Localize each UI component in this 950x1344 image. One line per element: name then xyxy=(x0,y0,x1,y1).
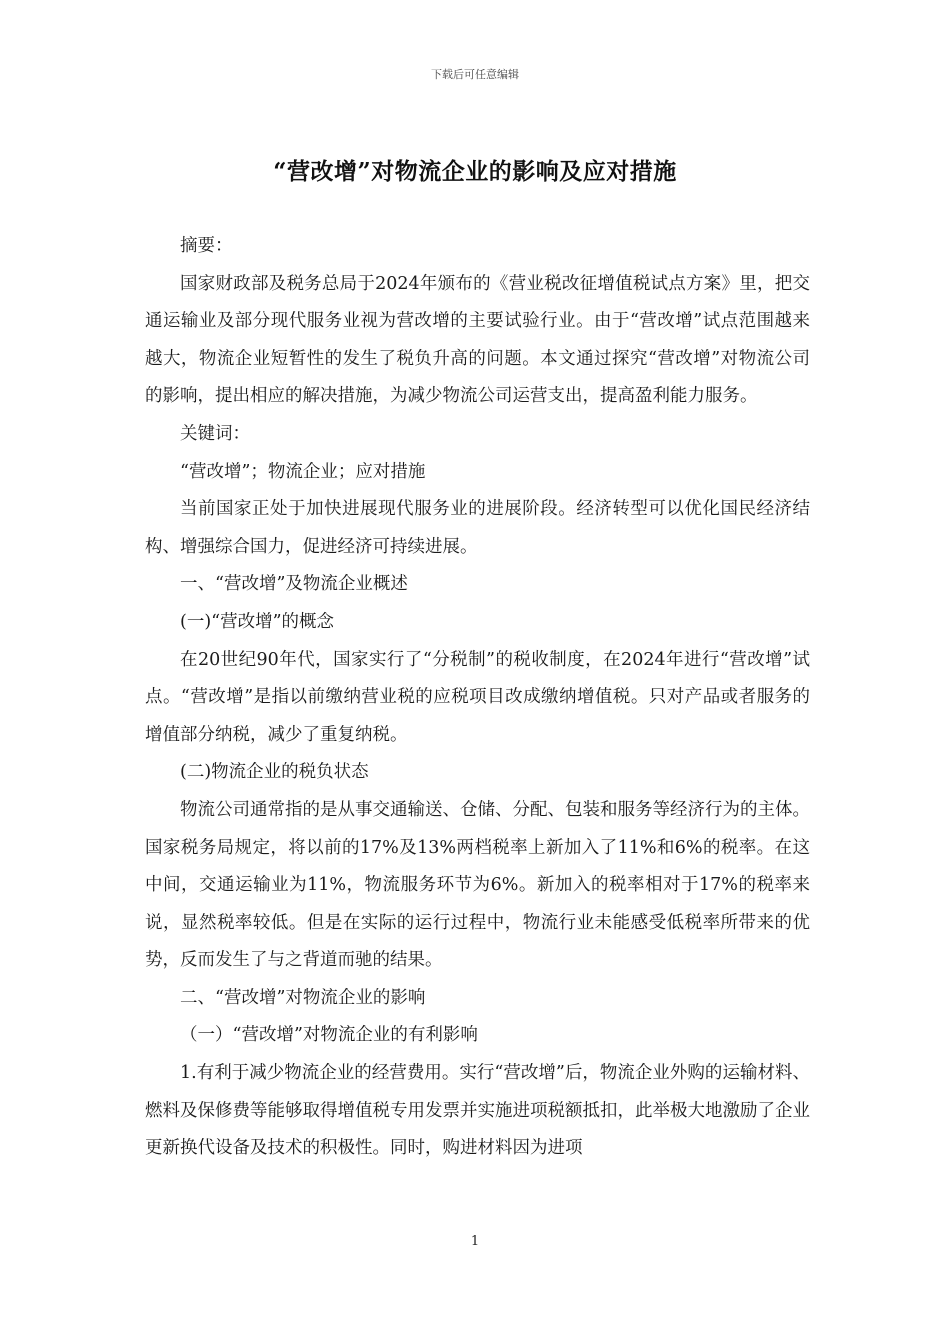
keywords-label: 关键词： xyxy=(180,423,250,444)
subsection-heading-2-1: （一）“营改增”对物流企业的有利影响 xyxy=(180,1025,478,1046)
page-number: 1 xyxy=(470,1234,480,1249)
keywords-paragraph: “营改增”；物流企业；应对措施 xyxy=(180,461,426,482)
body-paragraph: 1.有利于减少物流企业的经营费用。实行“营改增”后，物流企业外购的运输材料、燃料及保修费等能够取得增值税专用发票并实施进项税额抵扣，此举极大地激励了企业更新换代设备及技术的积极性。同时，购进材料因为进项 xyxy=(145,1063,810,1159)
header-note: 下载后可任意编辑 xyxy=(431,68,519,81)
abstract-label: 摘要： xyxy=(180,236,233,256)
abstract-paragraph: 国家财政部及税务总局于2024年颁布的《营业税改征增值税试点方案》里，把交通运输业及部分现代服务业视为营改增的主要试验行业。由于“营改增”试点范围越来越大，物流企业短暂性的发生了税负升高的问题。本文通过探究“营改增”对物流公司的影响，提出相应的解决措施，为减少物流公司运营支出，提高盈利能力服务。 xyxy=(145,273,810,407)
subsection-heading-1-2: (二)物流企业的税负状态 xyxy=(180,762,369,783)
section-heading-1: 一、“营改增”及物流企业概述 xyxy=(180,574,408,595)
body-paragraph: 物流公司通常指的是从事交通输送、仓储、分配、包装和服务等经济行为的主体。国家税务局规定，将以前的17%及13%两档税率上新加入了11%和6%的税率。在这中间，交通运输业为11%，物流服务环节为6%。新加入的税率相对于17%的税率来说，显然税率较低。但是在实际的运行过程中，物流行业未能感受低税率所带来的优势，反而发生了与之背道而驰的结果。 xyxy=(145,799,810,971)
subsection-heading-1-1: (一)“营改增”的概念 xyxy=(180,611,335,632)
intro-paragraph: 当前国家正处于加快进展现代服务业的进展阶段。经济转型可以优化国民经济结构、增强综合国力，促进经济可持续进展。 xyxy=(145,499,810,557)
body-paragraph: 在20世纪90年代，国家实行了“分税制”的税收制度，在2024年进行“营改增”试点。“营改增”是指以前缴纳营业税的应税项目改成缴纳增值税。只对产品或者服务的增值部分纳税，减少了重复纳税。 xyxy=(145,649,810,745)
section-heading-2: 二、“营改增”对物流企业的影响 xyxy=(180,987,426,1008)
document-title: “营改增”对物流企业的影响及应对措施 xyxy=(273,158,677,185)
document-body xyxy=(145,228,810,1168)
